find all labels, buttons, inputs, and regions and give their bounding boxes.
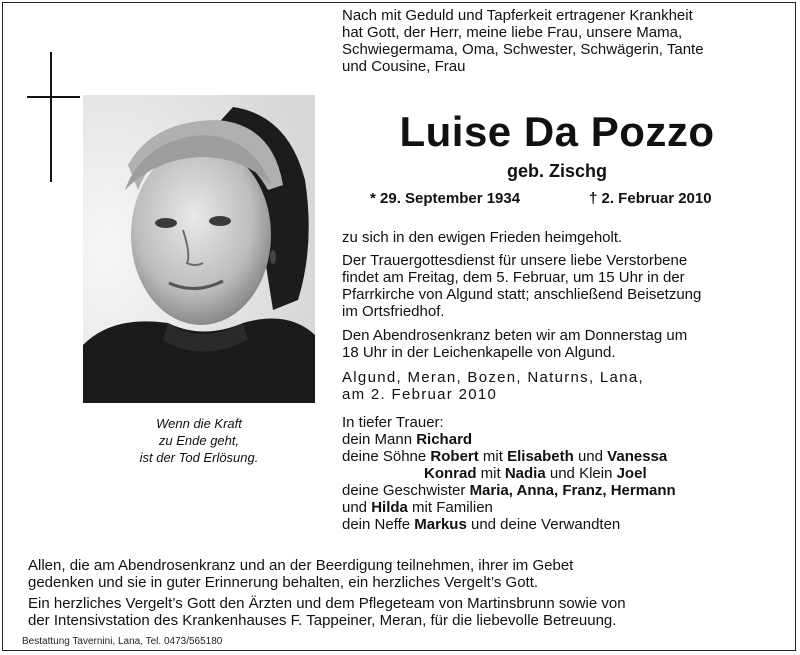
text-line: gedenken und sie in guter Erinnerung behalten, ein herzliches Vergelt’s Gott. — [28, 574, 539, 591]
mourners-list — [342, 414, 772, 533]
thanks-attendees — [28, 557, 772, 591]
cross-icon-horizontal — [27, 96, 80, 98]
place-date-text — [342, 369, 772, 403]
caption-line: ist der Tod Erlösung. — [139, 450, 259, 465]
caption-line: Wenn die Kraft — [156, 416, 242, 431]
death-date: † 2. Februar 2010 — [589, 190, 712, 207]
intro-line: Nach mit Geduld und Tapferkeit ertragener Krankheit — [342, 7, 693, 24]
deceased-name: Luise Da Pozzo — [399, 108, 715, 155]
rosary-text — [342, 327, 772, 361]
funeral-home-credit: Bestattung Tavernini, Lana, Tel. 0473/565180 — [22, 636, 223, 647]
caption-line: zu Ende geht, — [158, 433, 240, 448]
heimgeholt-text — [342, 229, 772, 246]
text-line: Allen, die am Abendrosenkranz und an der Beerdigung teilnehmen, ihrer im Gebet — [28, 557, 574, 574]
mourner-line: dein Neffe Markus und deine Verwandten — [342, 516, 621, 533]
text-line: am 2. Februar 2010 — [342, 386, 498, 403]
mourner-line: dein Mann Richard — [342, 431, 473, 448]
birth-date: * 29. September 1934 — [370, 190, 521, 207]
mourner-line: deine Geschwister Maria, Anna, Franz, Hermann — [342, 482, 676, 499]
partner-name: Elisabeth — [507, 448, 574, 465]
mourner-line: und Hilda mit Familien — [342, 499, 493, 516]
cross-icon-vertical — [50, 52, 52, 182]
grandchild-name: Joel — [616, 465, 647, 482]
son-name: Robert — [430, 448, 479, 465]
text-line: findet am Freitag, dem 5. Februar, um 15 Uhr in der — [342, 269, 685, 286]
text-line: zu sich in den ewigen Frieden heimgeholt. — [342, 229, 623, 246]
text-line: Der Trauergottesdienst für unsere liebe Verstorbene — [342, 252, 688, 269]
siblings-names: Maria, Anna, Franz, Hermann — [469, 482, 676, 499]
photo-caption — [86, 415, 312, 466]
husband-name: Richard — [416, 431, 473, 448]
partner-name: Nadia — [504, 465, 546, 482]
intro-line: hat Gott, der Herr, meine liebe Frau, unsere Mama, — [342, 24, 683, 41]
mourner-line: deine Söhne Robert mit Elisabeth und Vanessa — [342, 448, 668, 465]
intro-line: und Cousine, Frau — [342, 58, 466, 75]
mourner-line: Konrad mit Nadia und Klein Joel — [424, 465, 647, 482]
nephew-name: Markus — [414, 516, 467, 533]
text-line: Algund, Meran, Bozen, Naturns, Lana, — [342, 369, 644, 386]
thanks-medical-staff — [28, 595, 772, 629]
son-name: Konrad — [424, 465, 477, 482]
grandchild-name: Vanessa — [607, 448, 668, 465]
intro-text — [342, 7, 772, 75]
text-line: Pfarrkirche von Algund statt; anschließend Beisetzung — [342, 286, 702, 303]
mourners-heading: In tiefer Trauer: — [342, 414, 444, 431]
text-line: Ein herzliches Vergelt’s Gott den Ärzten und dem Pflegeteam von Martinsbrunn sowie von — [28, 595, 626, 612]
text-line: Den Abendrosenkranz beten wir am Donnerstag um — [342, 327, 688, 344]
text-line: 18 Uhr in der Leichenkapelle von Algund. — [342, 344, 616, 361]
maiden-name: geb. Zischg — [506, 161, 607, 181]
sibling-name: Hilda — [371, 499, 408, 516]
text-line: der Intensivstation des Krankenhauses F. Tappeiner, Meran, für die liebevolle Betreuung. — [28, 612, 617, 629]
text-line: im Ortsfriedhof. — [342, 303, 445, 320]
intro-line: Schwiegermama, Oma, Schwester, Schwägerin, Tante — [342, 41, 704, 58]
funeral-service-text — [342, 252, 772, 320]
portrait-photo — [83, 95, 315, 403]
